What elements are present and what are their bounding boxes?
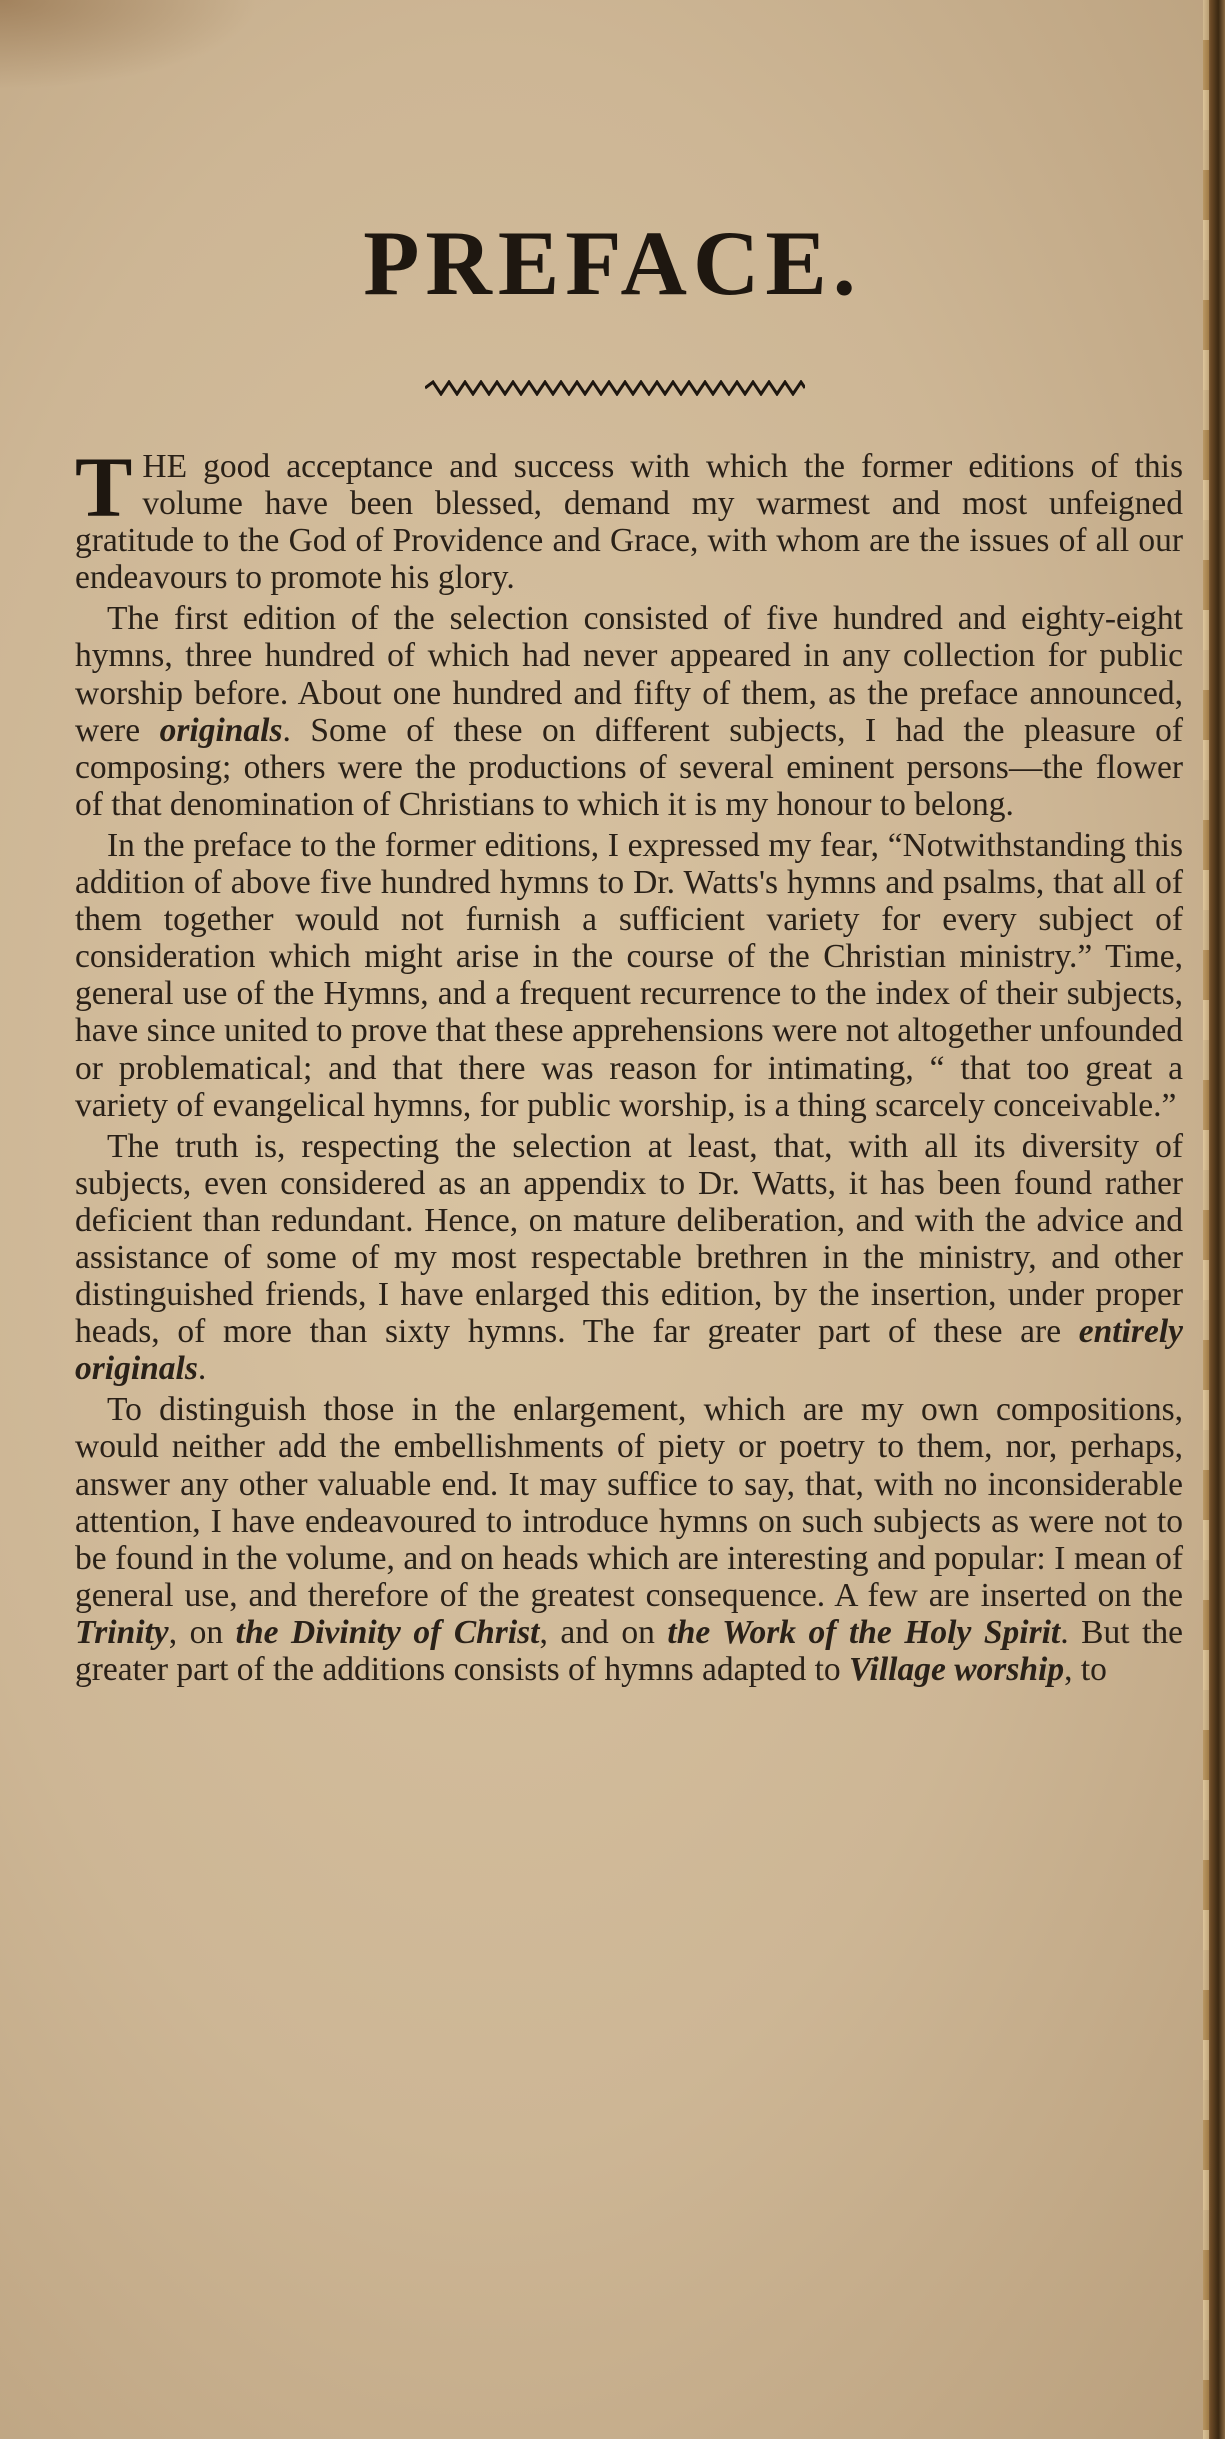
preface-paragraph	[75, 827, 1183, 1124]
italic-phrase: entirely originals	[75, 1313, 1183, 1388]
text-run: , to	[1064, 1651, 1107, 1688]
preface-paragraph	[75, 1128, 1183, 1388]
preface-paragraph	[75, 439, 1183, 597]
binding-edge	[1203, 0, 1225, 2439]
italic-phrase: the Divinity of Christ	[235, 1613, 540, 1651]
italic-phrase: Trinity	[75, 1613, 169, 1651]
preface-paragraph	[75, 1391, 1183, 1688]
page-title: PREFACE.	[363, 212, 862, 314]
text-run: . But the greater part of the additions consists of hymns adapted to	[75, 1613, 1184, 1688]
text-run: , and on	[539, 1613, 668, 1651]
italic-phrase: originals	[159, 711, 283, 749]
text-run: . Some of these on different subjects, I had the pleasure of composing; others were the productions of several eminent persons—the flower of that denomination of Christians to which it is my honour to belong.	[75, 711, 1183, 823]
page-stain	[0, 0, 260, 90]
ornamental-rule	[425, 380, 805, 396]
preface-body	[75, 439, 1184, 1692]
text-run: .	[197, 1350, 207, 1388]
text-run: The truth is, respecting the selection at least, that, with all its diversity of subjects, even considered as an appendix to Dr. Watts, it has been found rather deficient than redundant. Hence, on mature deliberation, and with the advice and assistance of some of my most respectable brethren in the ministry, and other distinguished friends, I have enlarged this edition, by the insertion, under proper heads, of more than sixty hymns. The far greater part of these are	[75, 1127, 1183, 1351]
text-run: HE good acceptance and success with which the former editions of this volume have been blessed, demand my warmest and most unfeigned gratitude to the God of Providence and Grace, with whom are the issues of all our endeavours to promote his glory.	[75, 448, 1183, 597]
italic-phrase: the Work of the Holy Spirit	[667, 1613, 1061, 1651]
text-run: , on	[168, 1613, 236, 1651]
text-run: To distinguish those in the enlargement, which are my own compositions, would neither add the embellishments of piety or poetry to them, nor, perhaps, answer any other valuable end. It may suffice to say, that, with no inconsiderable attention, I have endeavoured to introduce hymns on such subjects as were not to be found in the volume, and on heads which are interesting and popular: I mean of general use, and therefore of the greatest consequence. A few are inserted on the	[75, 1391, 1183, 1614]
drop-cap: T	[75, 439, 133, 535]
italic-phrase: Village worship	[849, 1651, 1065, 1688]
preface-paragraph	[75, 600, 1183, 823]
text-run: The first edition of the selection consisted of five hundred and eighty-eight hymns, three hundred of which had never appeared in any collection for public worship before. About one hundred and fifty of them, as the preface announced, were	[75, 600, 1183, 749]
text-run: In the preface to the former editions, I expressed my fear, “Notwithstanding this addition of above five hundred hymns to Dr. Watts's hymns and psalms, that all of them together would not furnish a sufficient variety for every subject of consideration which might arise in the course of the Christian ministry.” Time, general use of the Hymns, and a frequent recurrence to the index of their subjects, have since united to prove that these apprehensions were not altogether unfounded or problematical; and that there was reason for intimating, “ that too great a variety of evangelical hymns, for public worship, is a thing scarcely conceivable.”	[75, 826, 1183, 1124]
